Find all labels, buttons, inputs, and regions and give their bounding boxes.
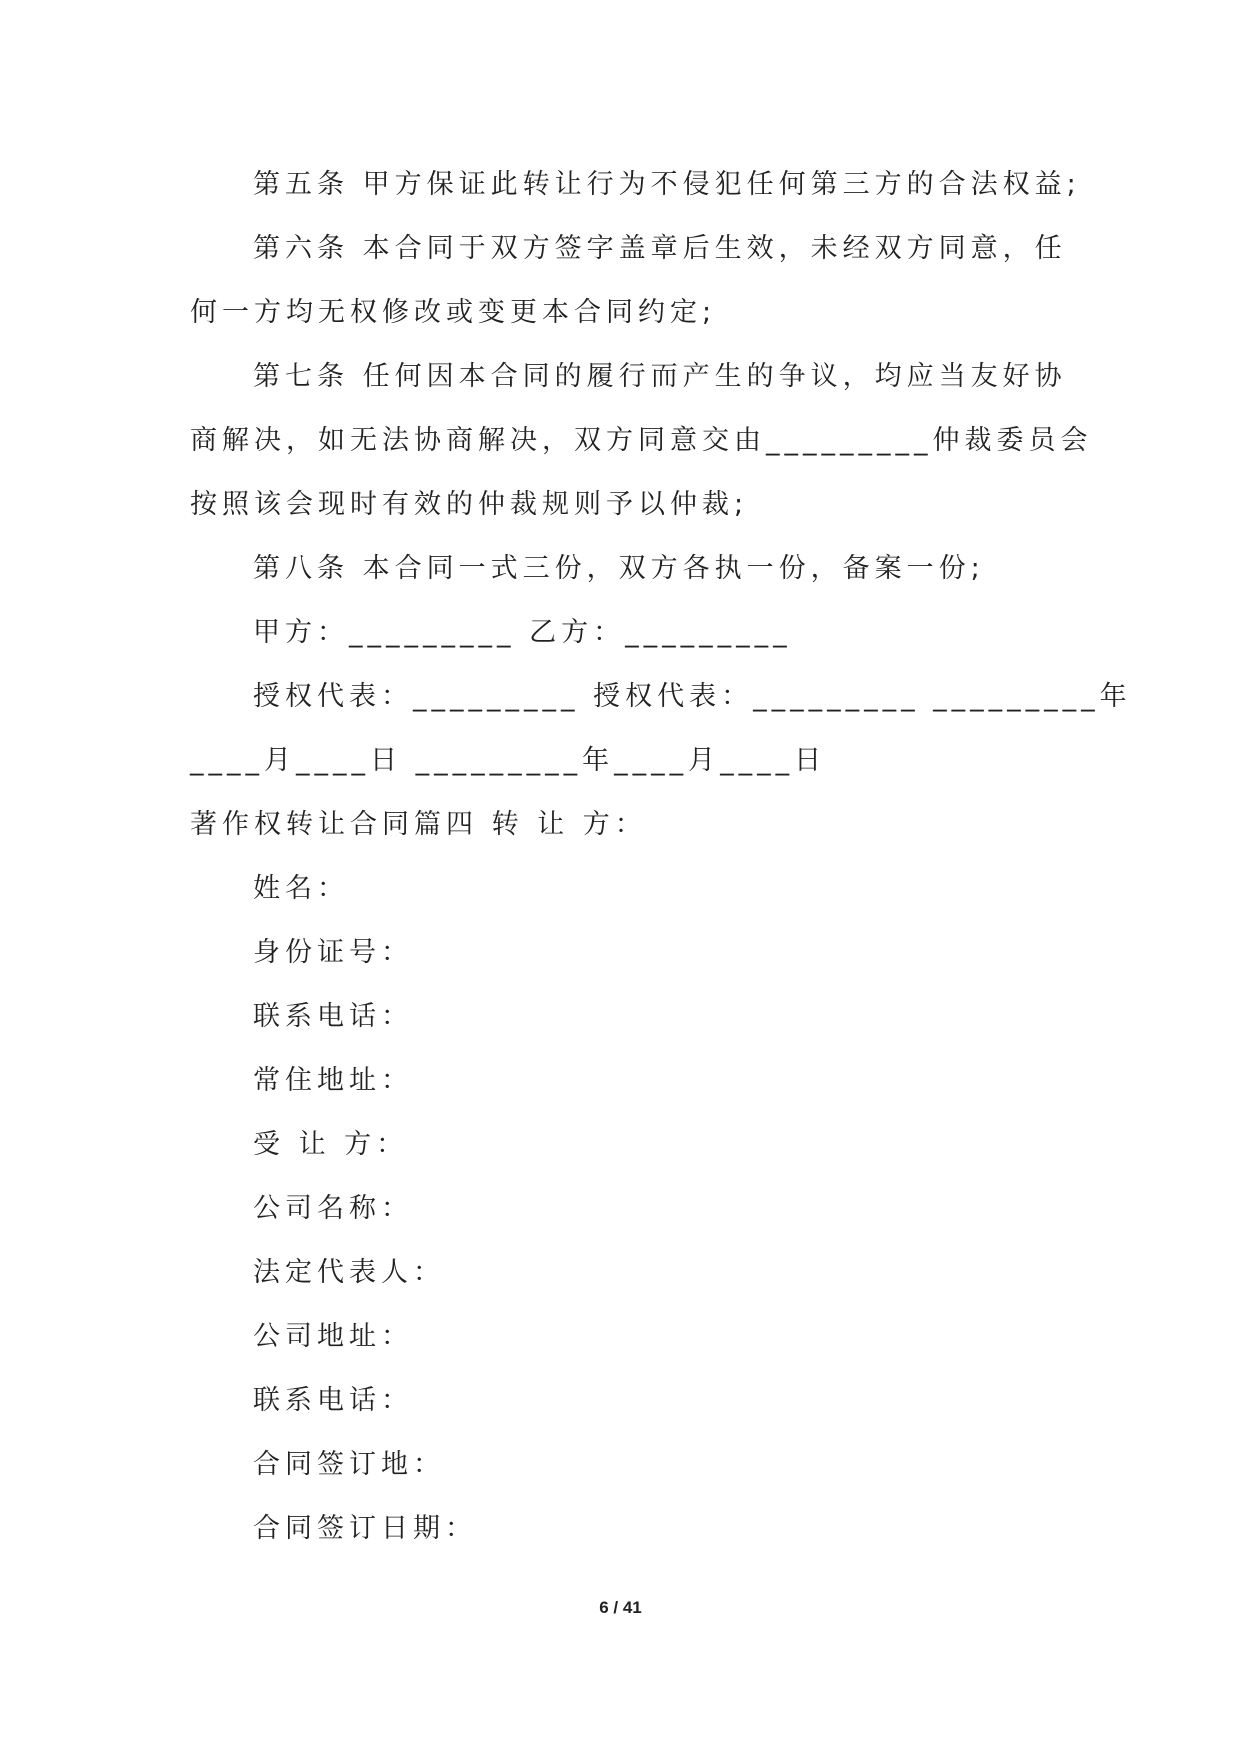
clause-7-line-1: 第七条 任何因本合同的履行而产生的争议，均应当友好协: [253, 361, 1067, 392]
signing-date-field-label: 合同签订日期：: [253, 1513, 477, 1544]
clause-6-line-1: 第六条 本合同于双方签字盖章后生效，未经双方同意，任: [253, 233, 1067, 264]
assignee-label: 受 让 方：: [253, 1129, 409, 1160]
company-phone-field-label: 联系电话：: [253, 1385, 413, 1416]
clause-7-line-2: 商解决，如无法协商解决，双方同意交由_________仲裁委员会: [190, 425, 1093, 456]
page-number: 6 / 41: [599, 1598, 642, 1617]
phone-field-label: 联系电话：: [253, 1001, 413, 1032]
clause-6-line-2: 何一方均无权修改或变更本合同约定;: [190, 297, 717, 328]
signing-place-field-label: 合同签订地：: [253, 1449, 445, 1480]
party-signature-line: 甲方：_________ 乙方：_________: [253, 617, 792, 648]
clause-5-line: 第五条 甲方保证此转让行为不侵犯任何第三方的合法权益;: [253, 169, 1081, 200]
clause-7-line-3: 按照该会现时有效的仲裁规则予以仲裁;: [190, 489, 749, 520]
section-heading-line: 著作权转让合同篇四 转 让 方：: [190, 809, 647, 840]
representative-signature-line: 授权代表：_________ 授权代表：_________ _________年: [253, 681, 1132, 712]
name-field-label: 姓名：: [253, 873, 349, 904]
legal-representative-field-label: 法定代表人：: [253, 1257, 445, 1288]
company-address-field-label: 公司地址：: [253, 1321, 413, 1352]
id-number-field-label: 身份证号：: [253, 937, 413, 968]
clause-8-line: 第八条 本合同一式三份，双方各执一份，备案一份;: [253, 553, 985, 584]
company-name-field-label: 公司名称：: [253, 1193, 413, 1224]
date-line: ____月____日 _________年____月____日: [190, 745, 827, 776]
address-field-label: 常住地址：: [253, 1065, 413, 1096]
